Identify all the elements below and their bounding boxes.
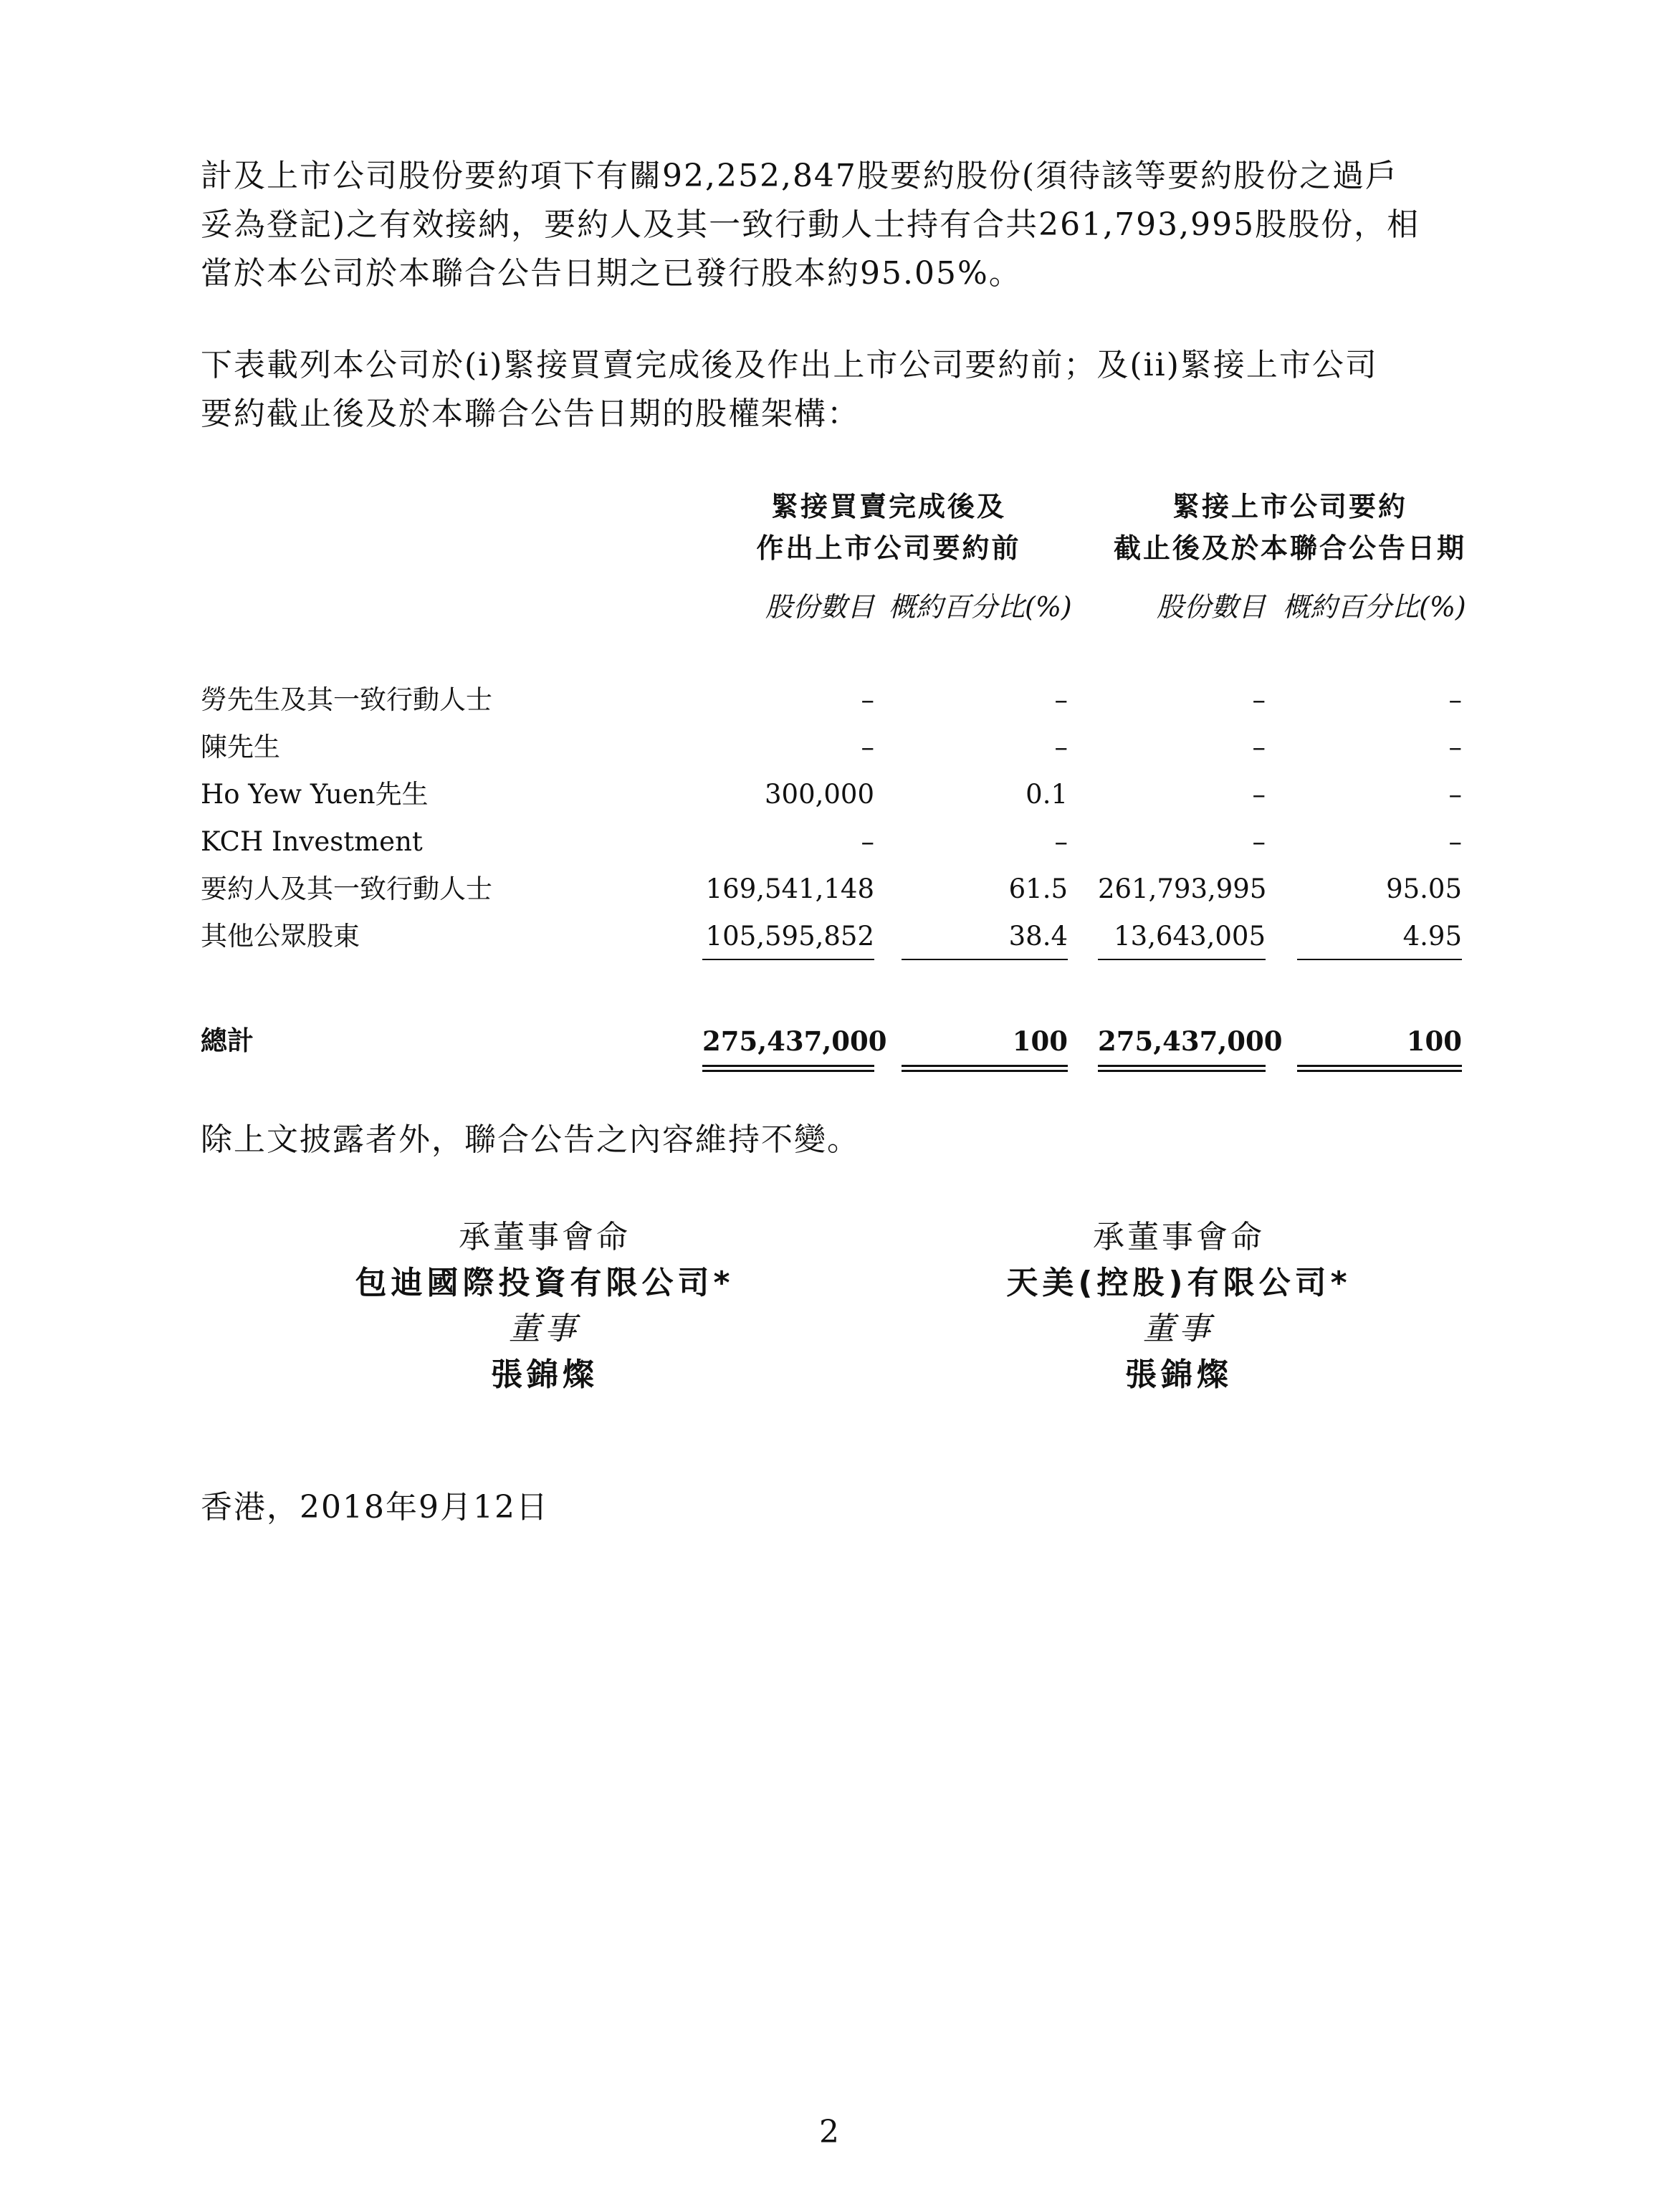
cell-shares: 261,793,995 <box>1098 873 1267 904</box>
row-label: KCH Investment <box>201 826 423 857</box>
signatory-name: 張錦燦 <box>1125 1356 1233 1393</box>
subtotal-rule <box>902 959 1068 960</box>
cell-shares: – <box>861 732 874 762</box>
subtotal-rule <box>1297 959 1462 960</box>
total-double-rule <box>1297 1065 1462 1072</box>
column-group-2-header <box>1104 486 1476 569</box>
company-name: 天美(控股)有限公司* <box>1006 1265 1352 1301</box>
total-label: 總計 <box>201 1025 254 1056</box>
signatory-name: 張錦燦 <box>491 1356 598 1393</box>
cell-shares: – <box>1252 826 1266 857</box>
place-and-date: 香港，2018年9月12日 <box>201 1489 549 1526</box>
row-label: Ho Yew Yuen先生 <box>201 779 429 810</box>
cell-percent: 95.05 <box>1386 873 1462 904</box>
signatory-title: 董事 <box>509 1311 580 1347</box>
column-group-1-header <box>717 486 1061 569</box>
text-line: 計及上市公司股份要約項下有關92,252,847股要約股份(須待該等要約股份之過戶 <box>201 158 1399 194</box>
total-double-rule <box>702 1065 874 1072</box>
paragraph-table-intro <box>201 341 1462 439</box>
cell-percent: 61.5 <box>1008 873 1068 904</box>
subtotal-rule <box>702 959 874 960</box>
text-line: 要約截止後及於本聯合公告日期的股權架構： <box>201 396 860 432</box>
by-order-text: 承董事會命 <box>1093 1219 1265 1255</box>
page-number: 2 <box>819 2114 839 2150</box>
total-shares: 275,437,000 <box>702 1025 887 1057</box>
paragraph-unchanged: 除上文披露者外，聯合公告之內容維持不變。 <box>201 1121 860 1158</box>
cell-percent: – <box>1448 826 1462 857</box>
cell-percent: – <box>1054 826 1068 857</box>
cell-shares: 13,643,005 <box>1114 921 1266 952</box>
signatory-title: 董事 <box>1143 1311 1215 1347</box>
total-double-rule <box>1098 1065 1266 1072</box>
signature-block-right <box>928 1215 1430 1398</box>
row-label: 陳先生 <box>201 732 280 762</box>
text-line: 當於本公司於本聯合公告日期之已發行股本約95.05%。 <box>201 255 1022 292</box>
by-order-text: 承董事會命 <box>459 1219 631 1255</box>
row-label: 其他公眾股東 <box>201 921 360 952</box>
cell-shares: – <box>861 826 874 857</box>
subtotal-rule <box>1098 959 1266 960</box>
cell-shares: 169,541,148 <box>705 873 874 904</box>
total-percent: 100 <box>1406 1025 1462 1057</box>
cell-shares: 105,595,852 <box>705 921 874 952</box>
cell-shares: – <box>861 684 874 715</box>
total-shares: 275,437,000 <box>1098 1025 1283 1057</box>
cell-shares: – <box>1252 732 1266 762</box>
company-name: 包迪國際投資有限公司* <box>355 1265 735 1301</box>
sub-header-percent: 概約百分比(%) <box>1283 591 1466 623</box>
cell-shares: 300,000 <box>764 779 874 810</box>
cell-shares: – <box>1252 684 1266 715</box>
cell-percent: – <box>1054 732 1068 762</box>
total-percent: 100 <box>1012 1025 1068 1057</box>
sub-header-shares: 股份數目 <box>1156 591 1266 623</box>
cell-percent: – <box>1054 684 1068 715</box>
sub-header-shares: 股份數目 <box>765 591 874 623</box>
cell-percent: – <box>1448 684 1462 715</box>
header-line: 截止後及於本聯合公告日期 <box>1113 532 1466 564</box>
header-line: 緊接上市公司要約 <box>1172 491 1407 522</box>
row-label: 勞先生及其一致行動人士 <box>201 684 492 715</box>
cell-percent: – <box>1448 732 1462 762</box>
paragraph-acceptance <box>201 152 1462 298</box>
cell-percent: 4.95 <box>1402 921 1462 952</box>
sub-header-percent: 概約百分比(%) <box>889 591 1072 623</box>
row-label: 要約人及其一致行動人士 <box>201 873 492 904</box>
text-line: 下表載列本公司於(i)緊接買賣完成後及作出上市公司要約前；及(ii)緊接上市公司 <box>201 347 1378 383</box>
total-double-rule <box>902 1065 1068 1072</box>
cell-percent: – <box>1448 779 1462 810</box>
header-line: 作出上市公司要約前 <box>756 532 1021 564</box>
signature-block-left <box>294 1215 795 1398</box>
text-line: 妥為登記)之有效接納，要約人及其一致行動人士持有合共261,793,995股股份，相 <box>201 206 1420 243</box>
cell-percent: 38.4 <box>1008 921 1068 952</box>
header-line: 緊接買賣完成後及 <box>770 491 1006 522</box>
cell-percent: 0.1 <box>1025 779 1068 810</box>
cell-shares: – <box>1252 779 1266 810</box>
